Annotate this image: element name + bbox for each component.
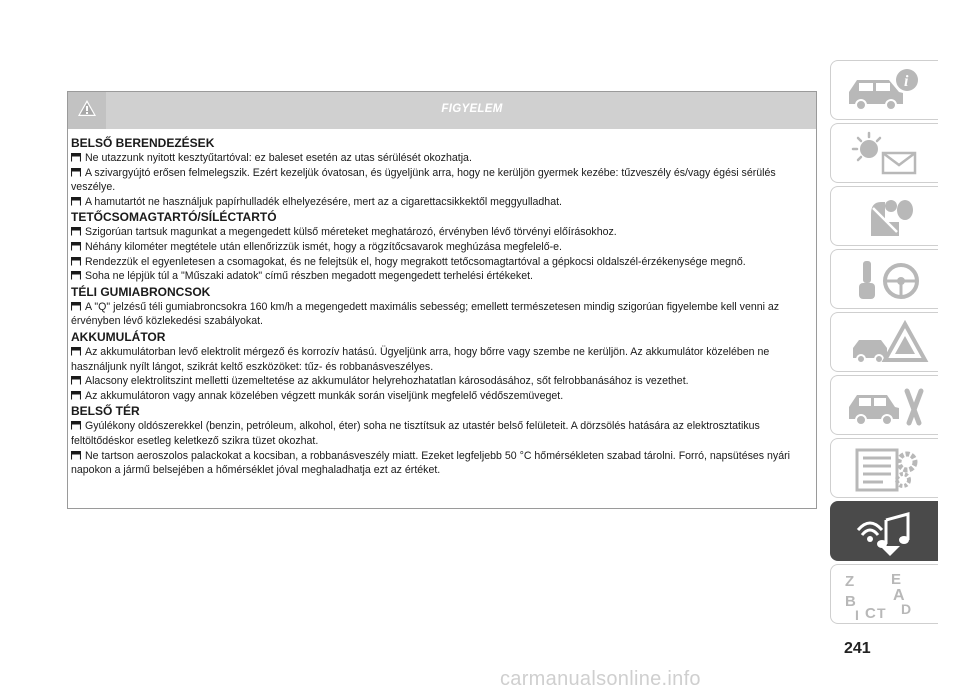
warning-title: FIGYELEM	[441, 103, 503, 115]
svg-text:i: i	[904, 73, 909, 90]
bullet-text: A "Q" jelzésű téli gumiabroncsokra 160 km/h a megengedett maximális sebesség; emellett természetesen mindig szigorúan figyelembe kell venni az érvényben lévő közlekedési szabályokat.	[71, 300, 780, 328]
index-letter-d: D	[901, 601, 912, 617]
bullet-item	[71, 225, 812, 240]
airbag-seat-icon	[841, 192, 931, 242]
section-heading: BELSŐ BERENDEZÉSEK	[71, 136, 215, 150]
tab-index[interactable]	[830, 564, 938, 624]
bullet-marker-icon	[71, 450, 81, 459]
multimedia-radio-music-icon	[840, 506, 930, 556]
bullet-text: Néhány kilométer megtétele után ellenőrizzük ismét, hogy a rögzítőcsavarok meghúzása megfelelő-e.	[85, 240, 562, 253]
warning-triangle-car-icon	[841, 318, 931, 368]
bullet-item	[71, 240, 812, 255]
tab-starting-driving[interactable]	[830, 249, 938, 309]
bullet-marker-icon	[71, 270, 81, 279]
section-heading: TETŐCSOMAGTARTÓ/SÍLÉCTARTÓ	[71, 210, 277, 225]
bullet-marker-icon	[71, 167, 81, 176]
bullet-marker-icon	[71, 375, 81, 384]
index-letter-a: A	[893, 587, 905, 604]
bullet-marker-icon	[71, 301, 81, 310]
section-heading: TÉLI GUMIABRONCSOK	[71, 284, 211, 299]
index-letter-b: B	[845, 593, 856, 610]
bullet-marker-icon	[71, 152, 81, 161]
bullet-item	[71, 195, 812, 210]
tab-safety[interactable]	[830, 186, 938, 246]
bullet-text: A hamutartót ne használjuk papírhulladék elhelyezésére, mert az a cigarettacsikkektől meggyulladhat.	[85, 195, 562, 208]
index-letter-c: C	[865, 605, 876, 622]
section-heading: BELSŐ TÉR	[71, 404, 140, 419]
bullet-item	[71, 269, 812, 284]
bullet-item	[71, 300, 812, 329]
bullet-item	[71, 166, 812, 195]
bullet-item	[71, 419, 812, 448]
warning-content	[71, 135, 812, 478]
spec-list-gear-icon	[841, 444, 931, 494]
bullet-item	[71, 374, 812, 389]
bullet-text: Soha ne lépjük túl a "Műszaki adatok" című részben megadott megengedett terhelési értékeket.	[85, 270, 534, 283]
bullet-marker-icon	[71, 420, 81, 429]
bullet-text: Ne utazzunk nyitott kesztyűtartóval: ez baleset esetén az utas sérülését okozhatja.	[85, 152, 472, 164]
tab-maintenance[interactable]	[830, 375, 938, 435]
watermark: carmanualsonline.info	[500, 668, 701, 690]
warning-header	[68, 92, 816, 129]
dashboard-lights-mail-icon	[841, 129, 931, 179]
bullet-marker-icon	[71, 256, 81, 265]
alphabetical-index-icon	[841, 570, 931, 626]
bullet-text: Alacsony elektrolitszint melletti üzemeltetése az akkumulátor helyrehozhatatlan károsodásához, sőt felrobbanásához is vezethet.	[85, 375, 689, 388]
bullet-marker-icon	[71, 241, 81, 250]
tab-technical-data[interactable]	[830, 438, 938, 498]
bullet-item	[71, 449, 812, 478]
bullet-text: A szivargyújtó erősen felmelegszik. Ezért kezeljük óvatosan, és ügyeljünk arra, hogy ne kerüljön gyermek kezébe: tűzveszély és/vagy égési sérülés veszélye.	[71, 166, 776, 194]
section-heading: AKKUMULÁTOR	[71, 329, 166, 344]
index-letter-i: I	[855, 607, 859, 623]
bullet-text: Ne tartson aeroszolos palackokat a kocsiban, a robbanásveszély miatt. Ezeket legfeljebb 50 °C hőmérsékleten szabad tárolni. Forró, napsütéses nyári napokon a jármű belsejében a hőmérséklet jóval meghaladhatja ezt az értéket.	[71, 449, 790, 477]
bullet-marker-icon	[71, 346, 81, 355]
bullet-item	[71, 345, 812, 374]
bullet-text: Gyúlékony oldószerekkel (benzin, petróleum, alkohol, éter) soha ne tisztítsuk az utastér belső felületeit. A dörzsölés hatására az elektrosztatikus feltöltődéskor esetleg keletkező szikra tüzet okozhat.	[71, 420, 760, 447]
bullet-item	[71, 389, 812, 404]
bullet-marker-icon	[71, 196, 81, 205]
bullet-text: Rendezzük el egyenletesen a csomagokat, és ne felejtsük el, hogy megrakott tetőcsomagtartóval a gépkocsi oldalszél-érzékenysége megnő.	[85, 255, 746, 268]
bullet-text: Szigorúan tartsuk magunkat a megengedett külső méreteket meghatározó, érvényben lévő törvényi előírásokhoz.	[85, 226, 617, 239]
index-letter-z: Z	[845, 573, 855, 590]
bullet-item	[71, 255, 812, 270]
tab-multimedia[interactable]	[830, 501, 938, 561]
car-service-wrench-icon	[841, 381, 931, 431]
page-number: 241	[844, 640, 871, 657]
bullet-item	[71, 151, 812, 166]
index-letter-e: E	[891, 571, 902, 588]
car-info-icon	[841, 66, 931, 116]
bullet-marker-icon	[71, 390, 81, 399]
index-letter-t: T	[877, 605, 886, 621]
tab-dashboard-lights[interactable]	[830, 123, 938, 183]
bullet-text: Az akkumulátorban levő elektrolit mérgező és korrozív hatású. Ügyeljünk arra, hogy bőrre vagy szembe ne kerüljön. Az akkumulátor közelében ne használjunk nyílt lángot, szikrát keltő eszközöket: tűz- és robbanásveszélyes.	[71, 345, 770, 373]
bullet-text: Az akkumulátoron vagy annak közelében végzett munkák során viseljünk megfelelő védőszemüveget.	[85, 389, 564, 402]
tab-car-info[interactable]	[830, 60, 938, 120]
tab-emergency[interactable]	[830, 312, 938, 372]
warning-box	[67, 91, 817, 509]
bullet-marker-icon	[71, 226, 81, 235]
key-steering-wheel-icon	[841, 255, 931, 305]
